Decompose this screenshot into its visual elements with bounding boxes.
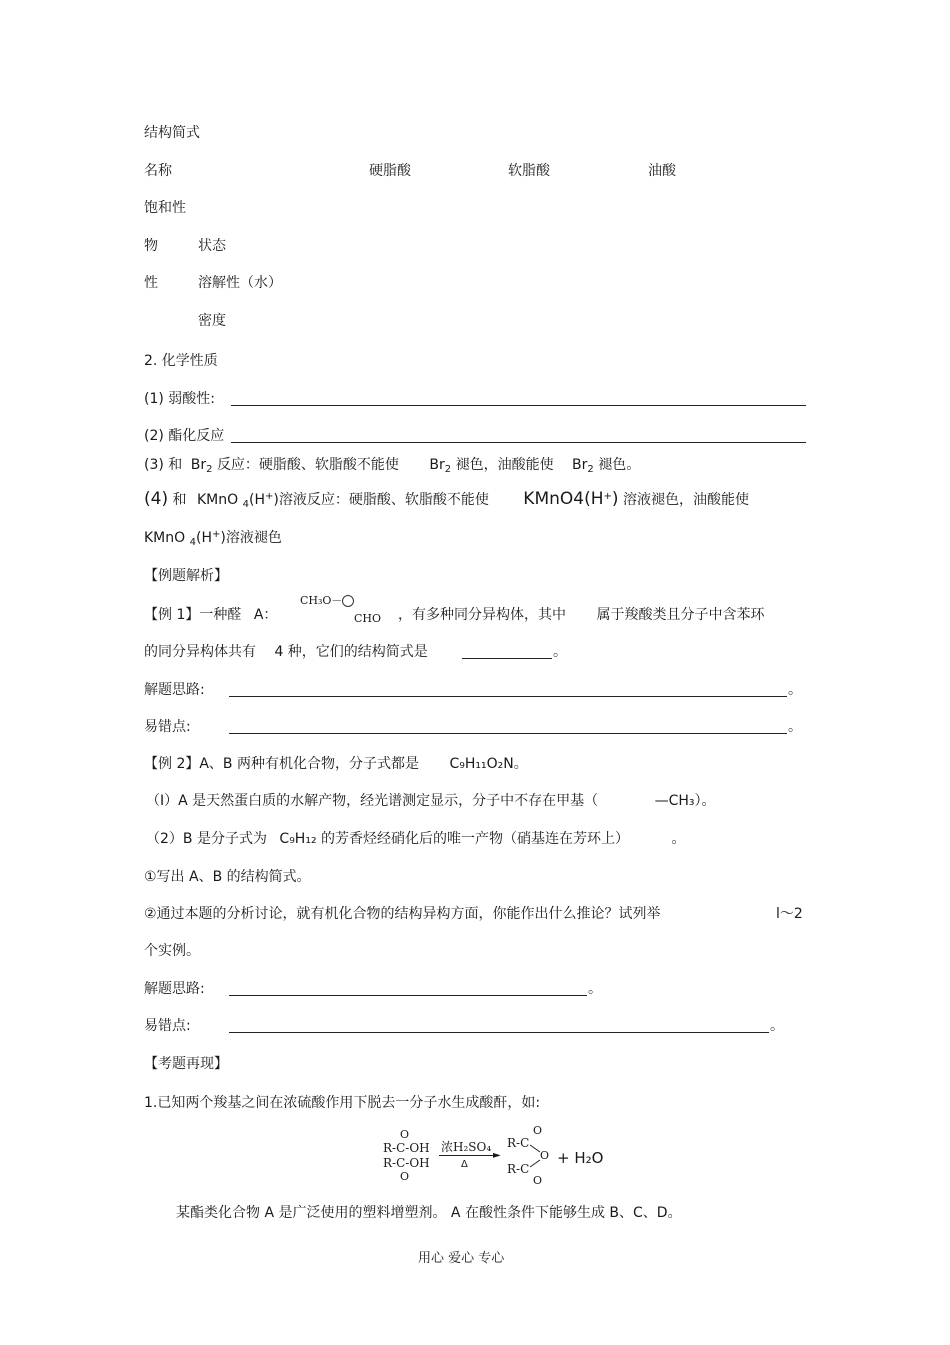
row-solubility: 溶解性（水） [198,275,282,291]
chem-heading: 2. 化学性质 [144,353,218,369]
bridge-o: O [540,1149,550,1162]
row-state: 状态 [198,238,226,254]
anhydride-bonds-icon [528,1138,552,1174]
period: 。 [553,644,567,660]
row-saturation: 饱和性 [144,200,186,216]
blank-line [231,405,806,406]
example-2-question-2-range: l～2 [776,906,803,922]
thinking-label: 解题思路: [144,682,205,698]
col-stearic-acid: 硬脂酸 [369,163,411,179]
exam-question-1-text: 某酯类化合物 A 是广泛使用的塑料增塑剂。 A 在酸性条件下能够生成 B、C、D。 [176,1205,682,1221]
example-2-part-1: （I）A 是天然蛋白质的水解产物，经光谱测定显示，分子中不存在甲基（ —CH₃）。 [146,793,716,809]
blank-line [229,696,787,697]
row-name: 名称 [144,163,172,179]
col-palmitic-acid: 软脂酸 [508,163,550,179]
chem-bromine-reaction: (3) 和 $Br_2$ 反应：硬脂酸、软脂酸不能使 $Br_2$ 褪色，油酸能使 $Br_2$ 褪色。 [144,457,641,475]
carbonyl-o: O [400,1128,410,1141]
period: 。 [770,1018,784,1034]
example-2-question-1: ①写出 A、B 的结构简式。 [144,869,311,885]
blank-line [229,1032,769,1033]
example-2-question-2-cont: 个实例。 [144,943,200,959]
example-1-text: ，有多种同分异构体，其中 属于羧酸类且分子中含苯环 [398,607,765,623]
chem-esterification: (2) 酯化反应 [144,428,225,444]
aldehyde-a-cho: CHO [354,612,382,625]
example-1-label: 【例 1】一种醛 A： [144,607,278,623]
product-line-2: R-C [507,1162,530,1176]
col-oleic-acid: 油酸 [648,163,676,179]
product-line-1: R-C [507,1136,530,1150]
heat-delta: Δ [461,1159,468,1170]
pitfall-label: 易错点: [144,1018,191,1034]
blank-line [229,995,587,996]
chem-kmno4-reaction: (4) 和 KMnO $_4$(H+)溶液反应：硬脂酸、软脂酸不能使 KMnO4(H+) 溶液褪色，油酸能使 [144,489,749,510]
period: 。 [788,682,802,698]
reaction-arrow-icon [439,1155,497,1156]
arrow-head-icon: ► [493,1150,501,1161]
chem-weak-acid: (1) 弱酸性: [144,391,215,407]
period: 。 [588,981,602,997]
example-1-text-cont: 的同分异构体共有 4 种，它们的结构简式是 [144,644,428,660]
period: 。 [788,719,802,735]
carbonyl-o: O [400,1170,410,1183]
pitfall-label: 易错点: [144,719,191,735]
reaction-condition: 浓H₂SO₄ [441,1140,492,1154]
blank-line [231,442,806,443]
example-2-question-2: ②通过本题的分析讨论，就有机化合物的结构异构方面，你能作出什么推论？试列举 [144,906,661,922]
examples-heading: 【例题解析】 [144,568,228,584]
reactant-line-2: R-C-OH [383,1156,430,1170]
aldehyde-a-structure: CH₃O－ [300,594,354,607]
example-2-part-2: （2）B 是分子式为 C₉H₁₂ 的芳香烃经硝化后的唯一产物（硝基连在芳环上） 。 [146,831,686,847]
thinking-label: 解题思路: [144,981,205,997]
carbonyl-o: O [533,1124,543,1137]
blank-line [462,658,552,659]
row-density: 密度 [198,313,226,329]
carbonyl-o: O [533,1174,543,1187]
page-footer: 用心 爱心 专心 [418,1251,505,1266]
exam-question-1: 1.已知两个羧基之间在浓硫酸作用下脱去一分子水生成酸酐，如: [144,1095,541,1111]
water-product: + H₂O [557,1149,604,1167]
blank-line [229,733,787,734]
reactant-line-1: R-C-OH [383,1141,430,1155]
exam-heading: 【考题再现】 [144,1056,228,1072]
chem-kmno4-reaction-cont: KMnO $_4$(H+)溶液褪色 [144,529,282,548]
benzene-ring-icon [342,595,354,607]
example-2-label: 【例 2】A、B 两种有机化合物，分子式都是 C₉H₁₁O₂N。 [144,756,528,772]
row-structural-formula: 结构简式 [144,125,200,141]
row-physical-2: 性 [144,275,158,291]
row-physical-1: 物 [144,238,158,254]
